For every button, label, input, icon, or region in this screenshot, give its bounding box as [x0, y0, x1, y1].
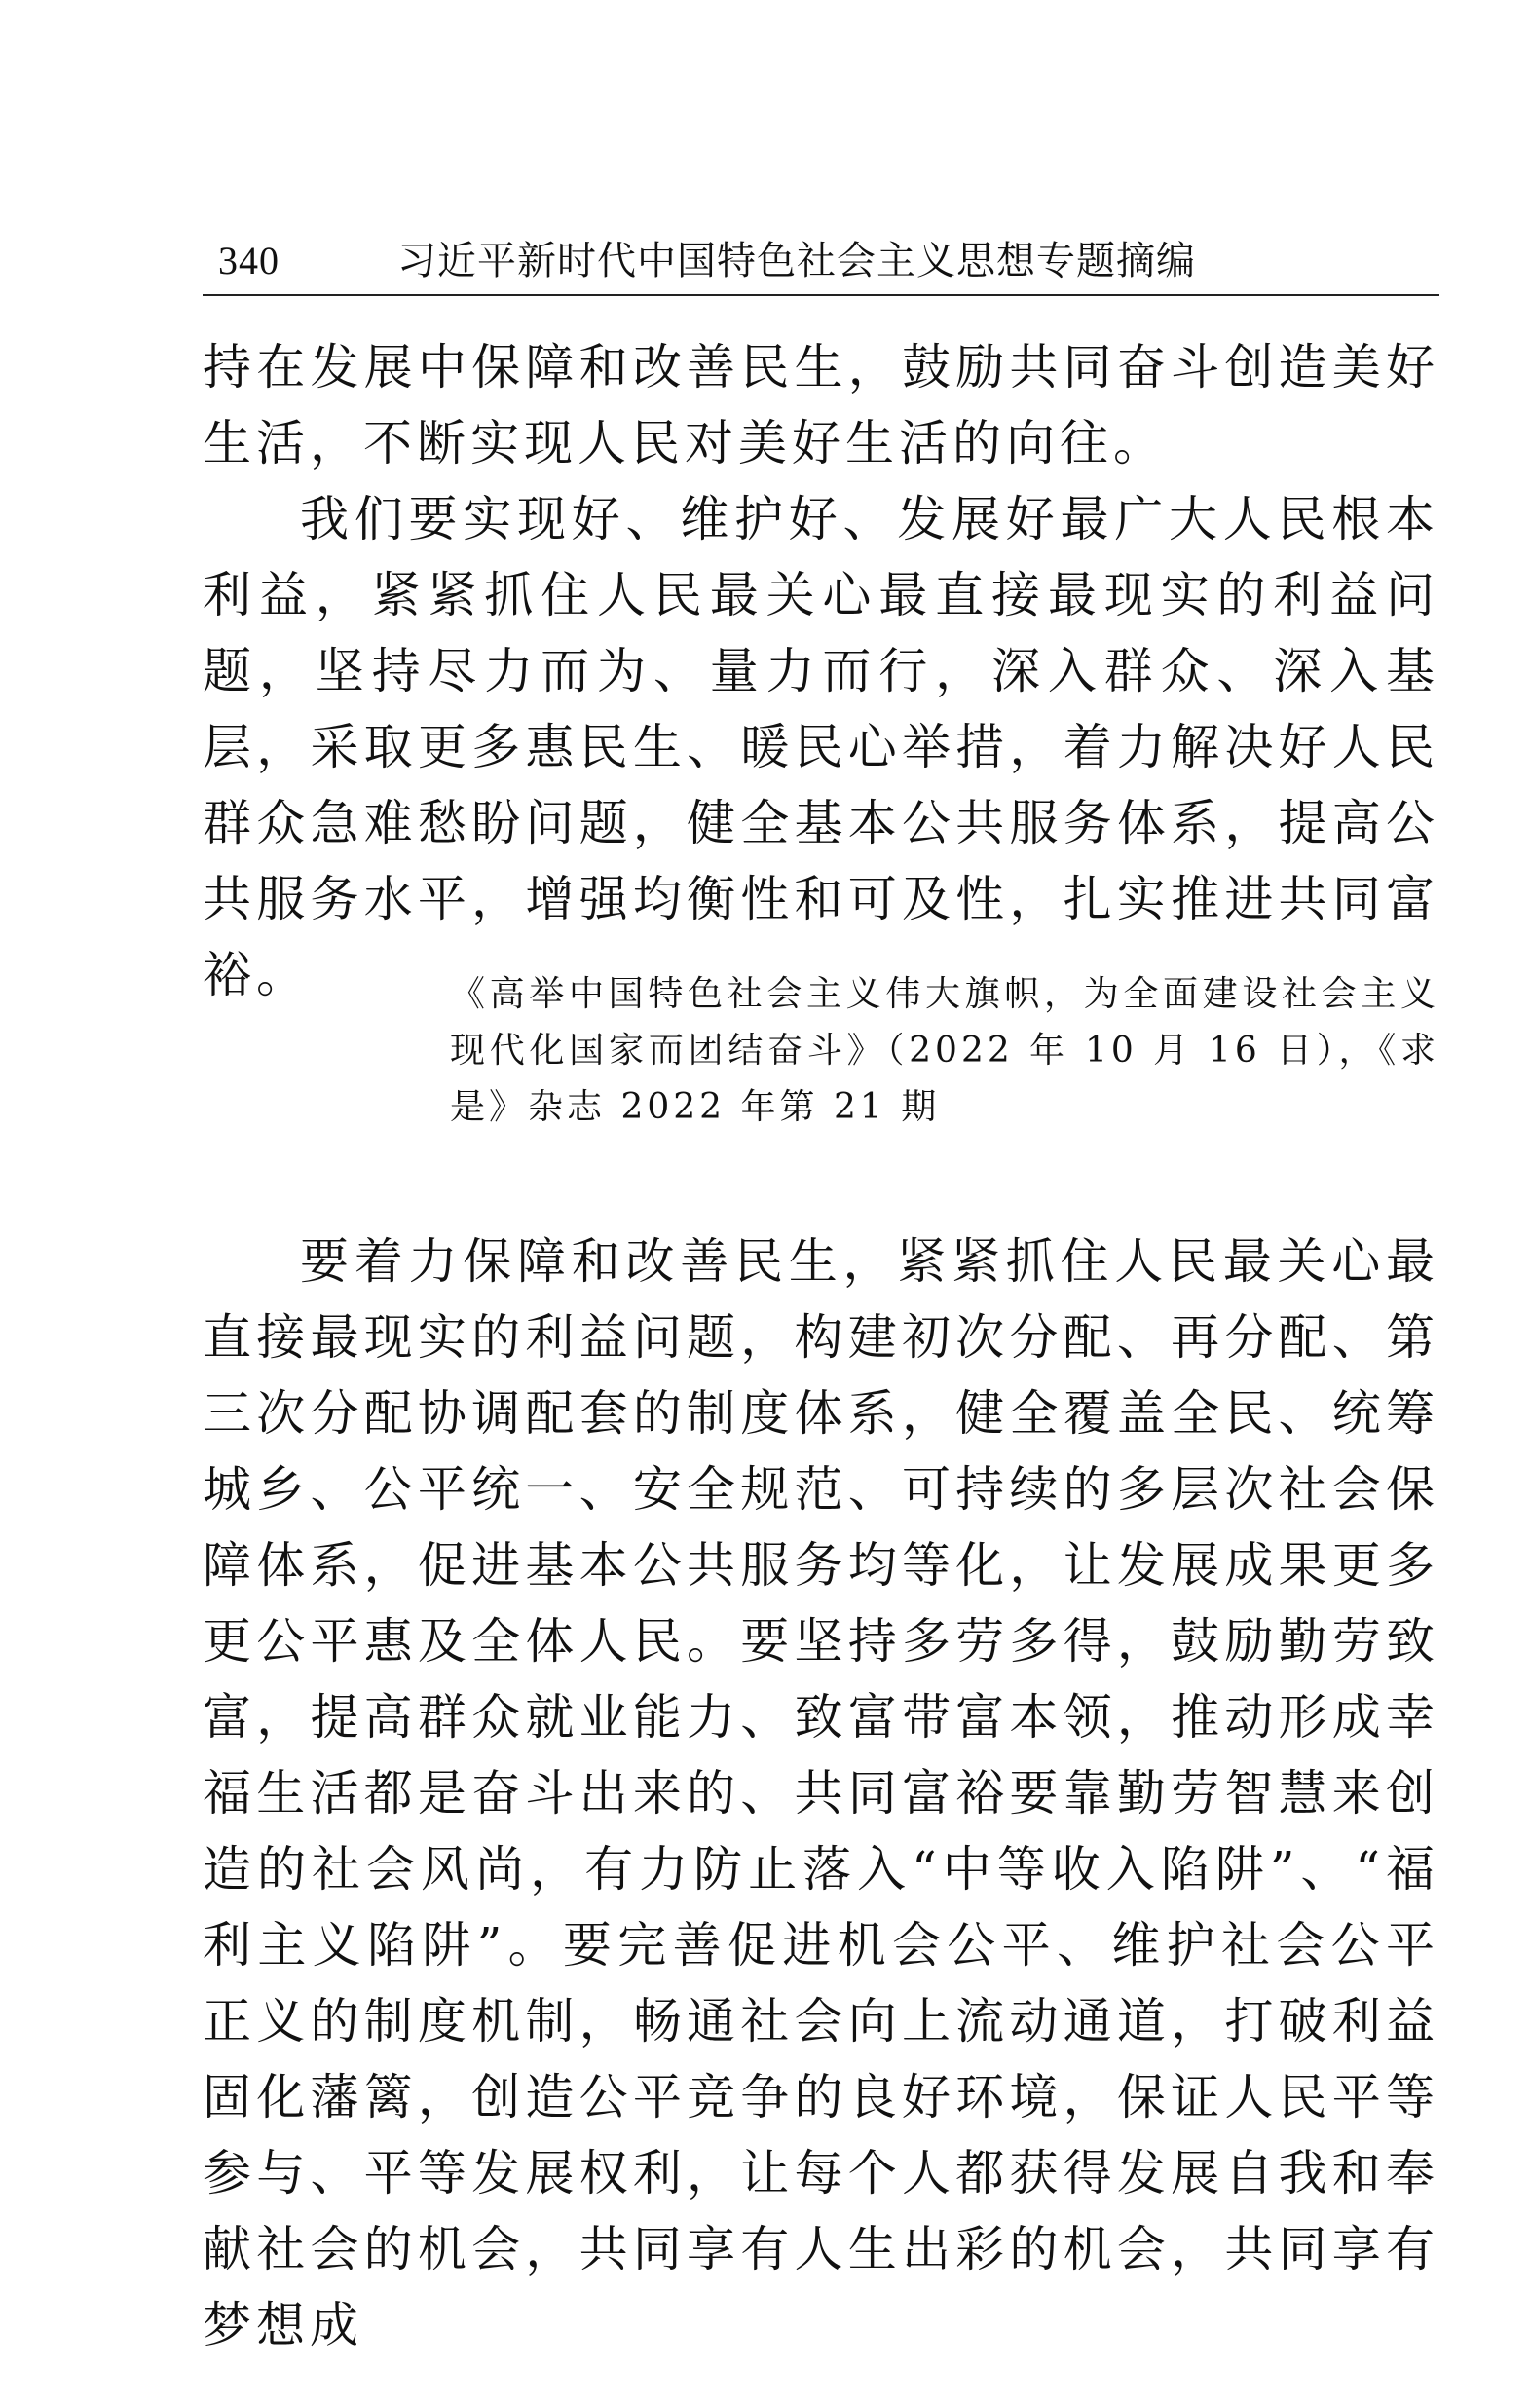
paragraph-3	[203, 1223, 1439, 2363]
page-number: 340	[218, 239, 280, 282]
paragraph-text: 持在发展中保障和改善民生，鼓励共同奋斗创造美好生活，不断实现人民对美好生活的向往。	[203, 339, 1439, 471]
paragraph-continuation	[203, 329, 1439, 481]
running-title: 习近平新时代中国特色社会主义思想专题摘编	[397, 239, 1196, 283]
header-rule	[203, 294, 1439, 296]
page-header	[203, 232, 1439, 290]
source-citation	[450, 966, 1439, 1136]
citation-text: 《高举中国特色社会主义伟大旗帜，为全面建设社会主义现代化国家而团结奋斗》（2022 年 10 月 16 日），《求是》杂志 2022 年第 21 期	[450, 974, 1439, 1127]
paragraph-text: 我们要实现好、维护好、发展好最广大人民根本利益，紧紧抓住人民最关心最直接最现实的利益问题，坚持尽力而为、量力而行，深入群众、深入基层，采取更多惠民生、暖民心举措，着力解决好人民群众急难愁盼问题，健全基本公共服务体系，提高公共服务水平，增强均衡性和可及性，扎实推进共同富裕。	[203, 491, 1439, 1003]
paragraph-2	[203, 481, 1439, 1013]
paragraph-text: 要着力保障和改善民生，紧紧抓住人民最关心最直接最现实的利益问题，构建初次分配、再分配、第三次分配协调配套的制度体系，健全覆盖全民、统筹城乡、公平统一、安全规范、可持续的多层次社会保障体系，促进基本公共服务均等化，让发展成果更多更公平惠及全体人民。要坚持多劳多得，鼓励勤劳致富，提高群众就业能力、致富带富本领，推动形成幸福生活都是奋斗出来的、共同富裕要靠勤劳智慧来创造的社会风尚，有力防止落入“中等收入陷阱”、“福利主义陷阱”。要完善促进机会公平、维护社会公平正义的制度机制，畅通社会向上流动通道，打破利益固化藩篱，创造公平竞争的良好环境，保证人民平等参与、平等发展权利，让每个人都获得发展自我和奉献社会的机会，共同享有人生出彩的机会，共同享有梦想成	[203, 1233, 1439, 2353]
